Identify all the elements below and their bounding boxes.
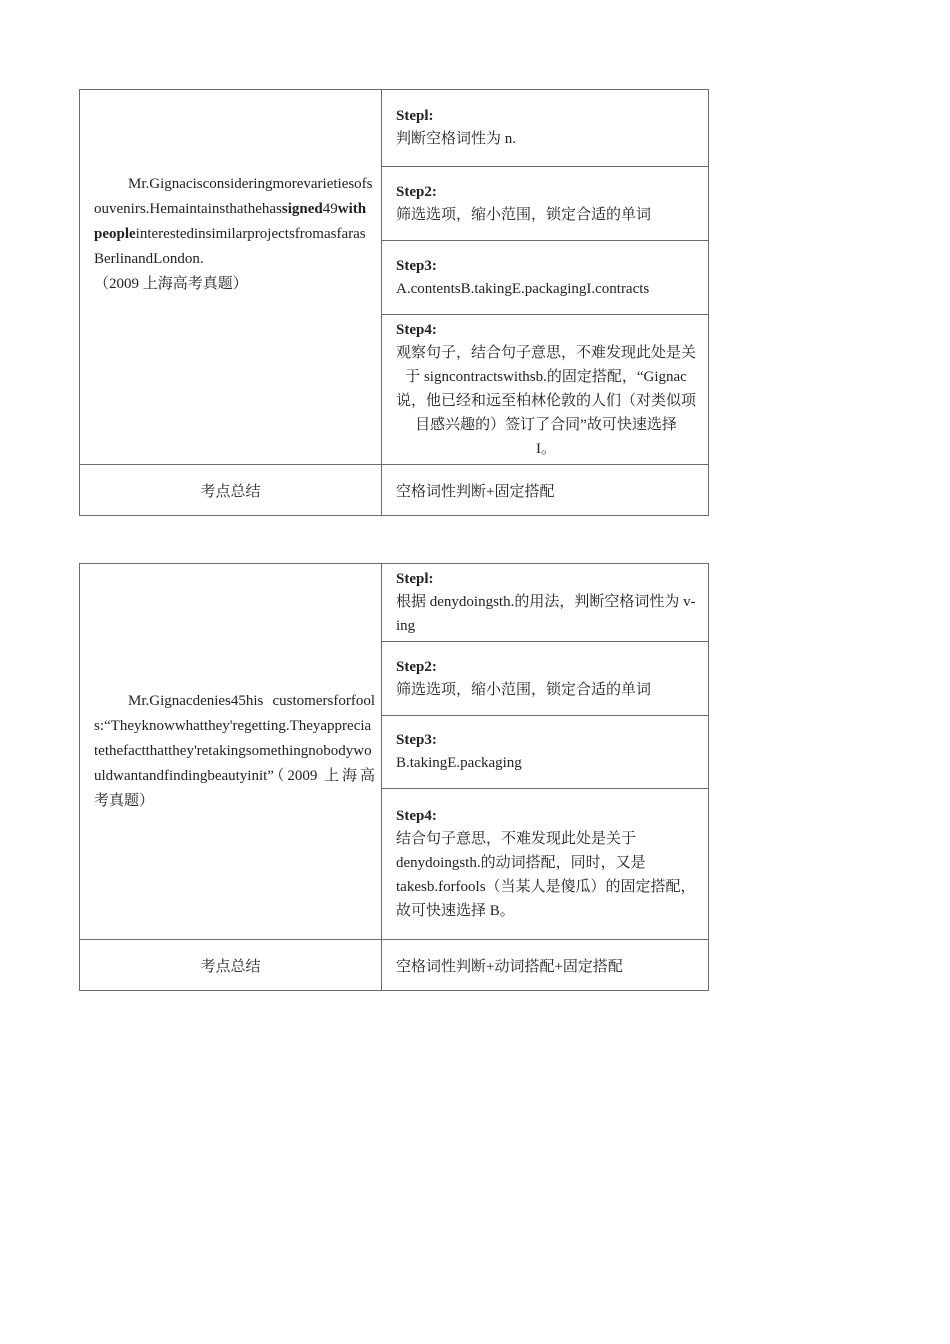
- step-3-cell: Step3: B.takingE.packaging: [382, 716, 709, 789]
- step-3-cell: Step3: A.contentsB.takingE.packagingI.contracts: [382, 241, 709, 315]
- summary-label: 考点总结: [80, 465, 382, 516]
- passage-cell: [80, 90, 382, 465]
- summary-value: 空格词性判断+固定搭配: [382, 465, 709, 516]
- step-1-cell: Stepl: 判断空格词性为 n.: [382, 90, 709, 167]
- question-table-2: [79, 563, 709, 991]
- summary-value: 空格词性判断+动词搭配+固定搭配: [382, 940, 709, 991]
- step-2-cell: Step2: 筛选选项，缩小范围，锁定合适的单词: [382, 642, 709, 716]
- bold-with-people: with people: [94, 200, 367, 242]
- bold-signed: signed: [281, 200, 323, 217]
- step-4-cell: Step4: 观察句子，结合句子意思，不难发现此处是关于 signcontractswithsb.的固定搭配，“Gignac 说，他已经和远至柏林伦敦的人们（对类似项目感兴趣的）签订了合同”故可快速选择 I。: [382, 315, 709, 465]
- passage-source: （2009 上海高考真题）: [94, 275, 248, 292]
- passage-cell: [80, 564, 382, 940]
- step-1-cell: Stepl: 根据 denydoingsth.的用法，判断空格词性为 v-ing: [382, 564, 709, 642]
- passage-text: Mr.Gignacisconsideringmorevarietiesofsouvenirs.Hemaintainsthathehassigned49with peopleinterestedinsimilarprojectsfromasfarasBerlinandLondon.: [94, 175, 373, 267]
- blank-number: 49: [322, 200, 338, 217]
- passage-text: Mr.Gignacdenies45his customersforfools:“Theyknowwhatthey'regetting.Theyappreciatethefactthatthey'retakingsomethingnobodywouldwantandfindingbeautyinit”（2009 上海高考真题）: [94, 693, 375, 809]
- summary-label: 考点总结: [80, 940, 382, 991]
- step-4-cell: Step4: 结合句子意思，不难发现此处是关于 denydoingsth.的动词搭配，同时，又是 takesb.forfools（当某人是傻瓜）的固定搭配，故可快速选择 B。: [382, 789, 709, 940]
- question-table-1: [79, 89, 709, 516]
- step-2-cell: Step2: 筛选选项，缩小范围，锁定合适的单词: [382, 167, 709, 241]
